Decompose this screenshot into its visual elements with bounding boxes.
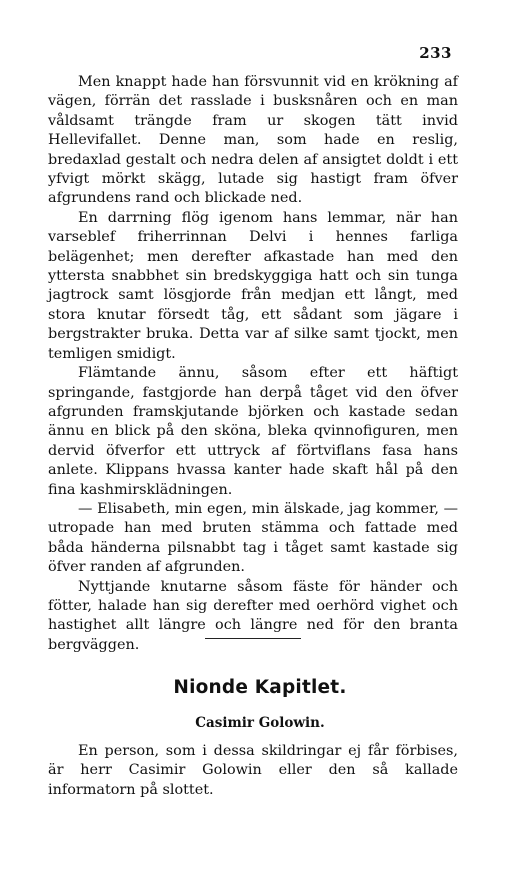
chapter-title: Nionde Kapitlet. [173, 677, 347, 698]
paragraph: Men knappt hade han försvunnit vid en krökning af vägen, förrän det rasslade i busksnåren och en man våldsamt trängde fram ur skogen tätt invid Hellevifallet. Denne man, som hade en reslig, bredaxlad gestalt och nedra delen af ansigtet doldt i ett yfvigt mörkt skägg, lutade sig hastigt fram öfver afgrundens rand och blickade ned. [48, 74, 458, 207]
chapter-body-text [48, 73, 458, 655]
paragraph: Flämtande ännu, såsom efter ett häftigt springande, fastgjorde han derpå tåget vid den öfver afgrunden framskjutande björken och kastade sedan ännu en blick på den sköna, bleka qvinnofiguren, men dervid öfverfor ett uttryck af förtviflans fasa hans anlete. Klippans hvassa kanter hade skaft hål på den fina kashmirsklädningen. [48, 365, 458, 498]
paragraph: En person, som i dessa skildringar ej får förbises, är herr Casimir Golowin eller den så kallade informatorn på slottet. [48, 743, 458, 798]
paragraph: Nyttjande knutarne såsom fäste för händer och fötter, halade han sig derefter med oerhörd vighet och hastighet allt längre och längre ned för den branta bergväggen. [48, 578, 458, 653]
section-divider [205, 638, 301, 639]
chapter-subtitle: Casimir Golowin. [195, 715, 325, 731]
paragraph: En darrning flög igenom hans lemmar, när han varseblef friherrinnan Delvi i hennes farliga belägenhet; men derefter afkastade han med den yttersta snabbhet sin bredskyggiga hatt och sin tunga jagtrock samt lösgjorde från medjan ett långt, med stora knutar försedt tåg, ett sådant som jägare i bergstrakter bruka. Detta var af silke samt tjockt, men temligen smidigt. [48, 209, 458, 362]
chapter-opening-text [48, 742, 458, 800]
page-number: 233 [419, 44, 452, 62]
dialogue-paragraph: — Elisabeth, min egen, min älskade, jag kommer, — utropade han med bruten stämma och fattade med båda händerna pilsnabbt tag i tåget samt kastade sig öfver randen af afgrunden. [48, 500, 458, 576]
